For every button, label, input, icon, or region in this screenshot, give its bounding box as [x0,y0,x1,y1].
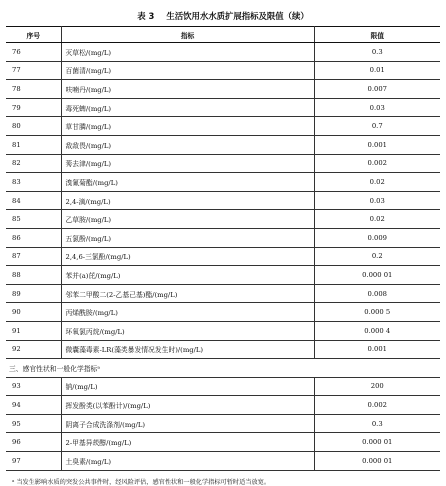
row-limit: 0.007 [314,80,440,99]
row-indicator: 毒死蜱/(mg/L) [61,98,314,117]
row-indicator: 阴离子合成洗涤剂/(mg/L) [61,414,314,433]
row-indicator: 呋喃丹/(mg/L) [61,80,314,99]
row-indicator: 乙草胺/(mg/L) [61,210,314,229]
table-row [6,135,440,154]
row-limit: 200 [314,377,440,396]
row-number: 91 [6,321,61,340]
header-row [6,27,440,43]
row-limit: 0.001 [314,135,440,154]
row-number: 77 [6,61,61,80]
row-indicator: 丙烯酰胺/(mg/L) [61,303,314,322]
table-row [6,228,440,247]
table-title: 生活饮用水水质扩展指标及限值（续） [166,11,309,21]
table-row [6,266,440,285]
row-limit: 0.3 [314,43,440,62]
row-limit: 0.7 [314,117,440,136]
row-limit: 0.000 4 [314,321,440,340]
row-number: 86 [6,228,61,247]
row-indicator: 百菌清/(mg/L) [61,61,314,80]
row-number: 96 [6,433,61,452]
table-row [6,154,440,173]
row-limit: 0.03 [314,98,440,117]
table-row [6,80,440,99]
row-limit: 0.03 [314,191,440,210]
row-limit: 0.000 5 [314,303,440,322]
row-indicator: 五氯酚/(mg/L) [61,228,314,247]
table-row [6,284,440,303]
row-limit: 0.008 [314,284,440,303]
row-indicator: 土臭素/(mg/L) [61,452,314,471]
row-limit: 0.02 [314,173,440,192]
row-indicator: 钠/(mg/L) [61,377,314,396]
table-row [6,321,440,340]
header-indicator: 指标 [61,27,314,43]
row-indicator: 灭草松/(mg/L) [61,43,314,62]
row-number: 84 [6,191,61,210]
row-number: 95 [6,414,61,433]
row-number: 97 [6,452,61,471]
row-indicator: 2-甲基异莰醇/(mg/L) [61,433,314,452]
table-row [6,377,440,396]
table-row [6,396,440,415]
row-number: 94 [6,396,61,415]
table-row [6,191,440,210]
table-row [6,98,440,117]
row-limit: 0.02 [314,210,440,229]
row-number: 76 [6,43,61,62]
row-limit: 0.000 01 [314,452,440,471]
row-number: 83 [6,173,61,192]
row-number: 90 [6,303,61,322]
table-row [6,210,440,229]
header-limit: 限值 [314,27,440,43]
water-quality-table [6,26,440,471]
table-row [6,414,440,433]
row-limit: 0.001 [314,340,440,359]
row-indicator: 2,4,6-三氯酚/(mg/L) [61,247,314,266]
row-indicator: 溴氰菊酯/(mg/L) [61,173,314,192]
row-limit: 0.01 [314,61,440,80]
row-number: 78 [6,80,61,99]
table-row [6,173,440,192]
table-row [6,61,440,80]
row-limit: 0.009 [314,228,440,247]
row-number: 93 [6,377,61,396]
table-row [6,247,440,266]
row-number: 92 [6,340,61,359]
row-limit: 0.3 [314,414,440,433]
table-caption [6,6,440,26]
row-indicator: 敌敌畏/(mg/L) [61,135,314,154]
row-number: 80 [6,117,61,136]
section-row [6,359,440,378]
row-indicator: 微囊藻毒素-LR(藻类暴发情况发生时)/(mg/L) [61,340,314,359]
row-limit: 0.000 01 [314,266,440,285]
row-indicator: 环氧氯丙烷/(mg/L) [61,321,314,340]
row-indicator: 2,4-滴/(mg/L) [61,191,314,210]
table-row [6,340,440,359]
header-seq: 序号 [6,27,61,43]
row-limit: 0.002 [314,396,440,415]
row-number: 89 [6,284,61,303]
table-row [6,452,440,471]
row-indicator: 挥发酚类(以苯酚计)/(mg/L) [61,396,314,415]
row-limit: 0.2 [314,247,440,266]
row-indicator: 莠去津/(mg/L) [61,154,314,173]
row-indicator: 邻苯二甲酸二(2-乙基己基)酯/(mg/L) [61,284,314,303]
row-number: 81 [6,135,61,154]
row-limit: 0.002 [314,154,440,173]
row-number: 79 [6,98,61,117]
table-footnote: ᵃ 当发生影响水质的突发公共事件时，经风险评估，感官性状和一般化学指标可暂时适当放宽。 [12,478,271,486]
row-number: 82 [6,154,61,173]
row-indicator: 草甘膦/(mg/L) [61,117,314,136]
row-number: 88 [6,266,61,285]
table-row [6,433,440,452]
table-row [6,43,440,62]
table-row [6,117,440,136]
table-row [6,303,440,322]
table-label: 表 3 [137,11,155,21]
row-number: 87 [6,247,61,266]
row-number: 85 [6,210,61,229]
row-indicator: 苯并(a)芘/(mg/L) [61,266,314,285]
row-limit: 0.000 01 [314,433,440,452]
section-heading: 三、感官性状和一般化学指标ᵃ [6,359,440,378]
